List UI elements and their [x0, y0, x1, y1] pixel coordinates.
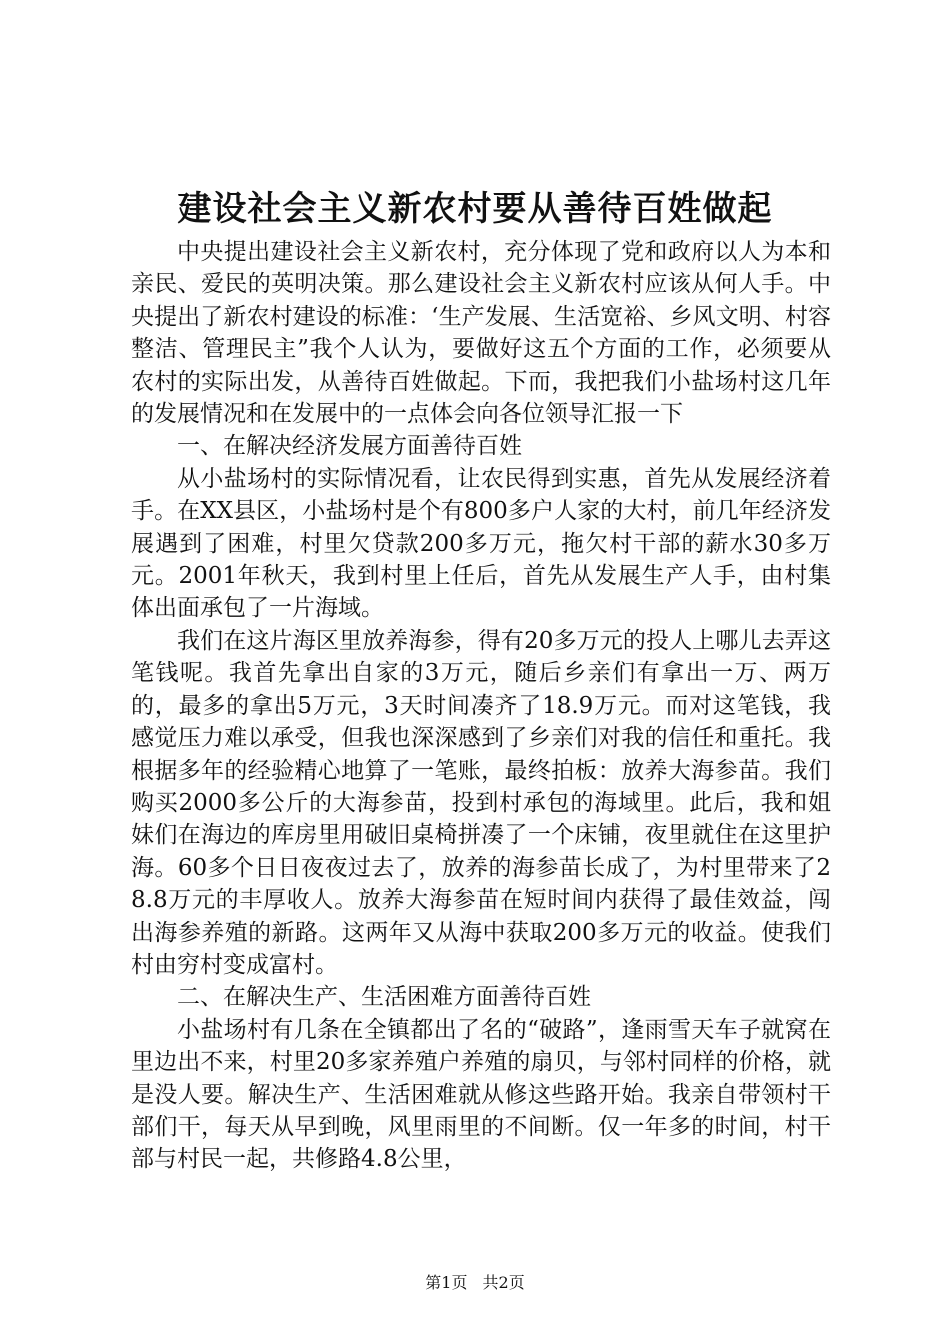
page-footer	[0, 1272, 950, 1294]
paragraph-sea-cucumber: 我们在这片海区里放养海参，得有20多万元的投人上哪儿去弄这笔钱呢。我首先拿出自家的3万元，随后乡亲们有拿出一万、两万的，最多的拿出5万元，3天时间凑齐了18.9万元。而对这笔钱，我感觉压力难以承受，但我也深深感到了乡亲们对我的信任和重托。我根据多年的经验精心地算了一笔账，最终拍板：放养大海参苗。我们购买2000多公斤的大海参苗，投到村承包的海域里。此后，我和姐妹们在海边的库房里用破旧桌椅拼凑了一个床铺，夜里就住在这里护海。60多个日日夜夜过去了，放养的海参苗长成了，为村里带来了28.8万元的丰厚收人。放养大海参苗在短时间内获得了最佳效益，闯出海参养殖的新路。这两年又从海中获取200多万元的收益。使我们村由穷村变成富村。	[131, 627, 831, 978]
page-total: 共2页	[482, 1273, 525, 1292]
document-body	[131, 236, 831, 1176]
paragraph-roads: 小盐场村有几条在全镇都出了名的“破路”，逢雨雪天车子就窝在里边出不来，村里20多家养殖户养殖的扇贝，与邻村同样的价格，就是没人要。解决生产、生活困难就从修这些路开始。我亲自带领村干部们干，每天从早到晚，风里雨里的不间断。仅一年多的时间，村干部与村民一起，共修路4.8公里，	[131, 1016, 831, 1173]
page-number: 第1页	[425, 1273, 468, 1292]
document-title: 建设社会主义新农村要从善待百姓做起	[177, 189, 773, 229]
paragraph-intro: 中央提出建设社会主义新农村，充分体现了党和政府以人为本和亲民、爱民的英明决策。那么建设社会主义新农村应该从何人手。中央提出了新农村建设的标准：‘生产发展、生活宽裕、乡风文明、村容整洁、管理民主”我个人认为，要做好这五个方面的工作，必须要从农村的实际出发，从善待百姓做起。下而，我把我们小盐场村这几年的发展情况和在发展中的一点体会向各位领导汇报一下	[131, 239, 831, 428]
paragraph-economy: 从小盐场村的实际情况看，让农民得到实惠，首先从发展经济着手。在XX县区，小盐场村是个有800多户人家的大村，前几年经济发展遇到了困难，村里欠贷款200多万元，拖欠村干部的薪水30多万元。2001年秋天，我到村里上任后，首先从发展生产人手，由村集体出面承包了一片海域。	[131, 465, 831, 622]
section-heading-livelihood: 二、在解决生产、生活困难方面善待百姓	[177, 984, 591, 1011]
section-heading-economy: 一、在解决经济发展方面善待百姓	[177, 433, 522, 460]
